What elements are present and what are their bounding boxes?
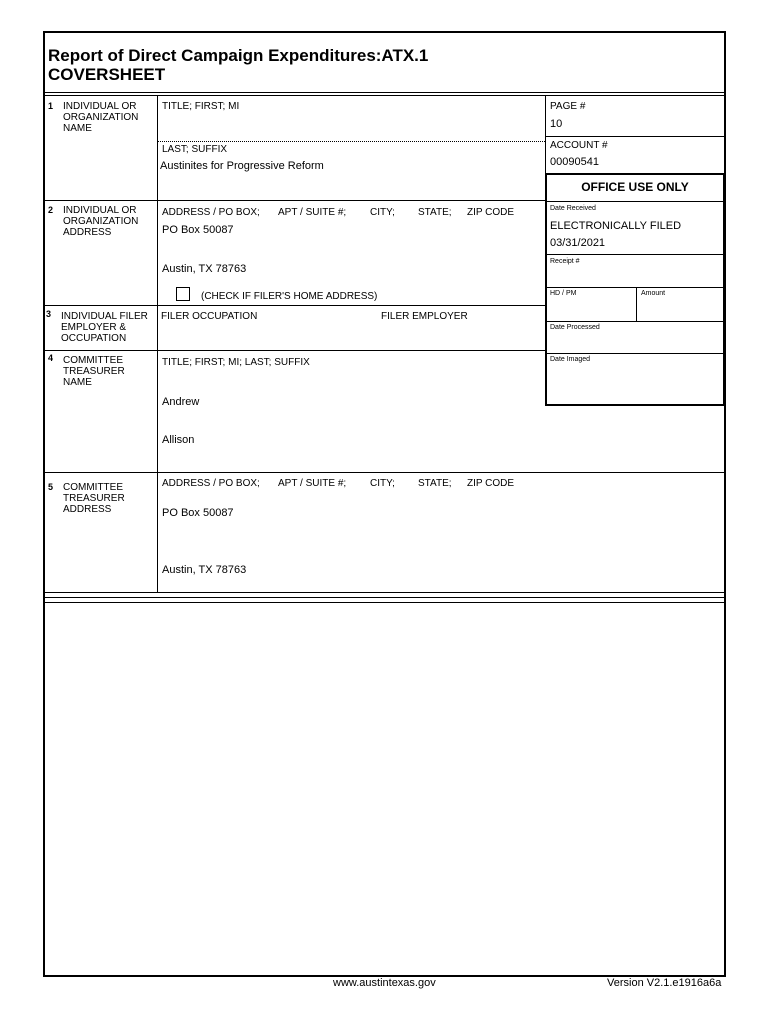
address-line2: Austin, TX 78763: [162, 263, 247, 275]
section3-divider: [43, 350, 545, 351]
date-received-label: Date Received: [550, 205, 596, 212]
treasurer-address-line1: PO Box 50087: [162, 507, 234, 519]
treasurer-last-name: Allison: [162, 434, 195, 446]
section4-label: COMMITTEE TREASURER NAME: [63, 355, 125, 388]
date-received-date: 03/31/2021: [550, 237, 606, 249]
state-label: STATE;: [418, 207, 452, 218]
name-divider: [158, 141, 545, 142]
section2-divider: [43, 305, 545, 306]
last-suffix-label: LAST; SUFFIX: [162, 144, 228, 155]
filer-occupation-label: FILER OCCUPATION: [161, 311, 258, 322]
date-imaged-label: Date Imaged: [550, 356, 591, 363]
treasurer-address-label: ADDRESS / PO BOX;: [162, 478, 260, 489]
receipt-label: Receipt #: [550, 258, 580, 265]
last-suffix-value: Austinites for Progressive Reform: [160, 160, 324, 172]
treasurer-zip-label: ZIP CODE: [467, 478, 515, 489]
office-title-divider: [546, 201, 724, 202]
office-use-title: OFFICE USE ONLY: [581, 180, 689, 194]
city-label: CITY;: [370, 207, 395, 218]
imaged-divider: [546, 353, 724, 354]
right-column-divider: [545, 96, 546, 174]
section3-label: INDIVIDUAL FILER EMPLOYER & OCCUPATION: [61, 311, 148, 344]
section2-number: 2: [48, 205, 54, 215]
section1-label: INDIVIDUAL OR ORGANIZATION NAME: [63, 101, 139, 134]
filer-employer-label: FILER EMPLOYER: [381, 311, 468, 322]
hdpm-amount-divider: [636, 287, 637, 321]
page-account-divider: [545, 136, 726, 137]
bottom-divider: [43, 592, 726, 593]
treasurer-city-label: CITY;: [370, 478, 395, 489]
bottom-divider-3: [43, 602, 726, 603]
section1-divider: [43, 200, 545, 201]
zip-label: ZIP CODE: [467, 207, 515, 218]
hdpm-divider: [546, 287, 724, 288]
form-title: [48, 46, 428, 84]
treasurer-name-label: TITLE; FIRST; MI; LAST; SUFFIX: [162, 357, 310, 368]
receipt-divider: [546, 254, 724, 255]
footer-website[interactable]: www.austintexas.gov: [333, 977, 436, 989]
title-divider: [43, 92, 726, 93]
section4-number: 4: [48, 353, 54, 363]
date-processed-label: Date Processed: [550, 324, 600, 331]
amount-label: Amount: [641, 290, 666, 297]
form-title-line1: Report of Direct Campaign Expenditures:ATX.1: [48, 46, 429, 65]
treasurer-apt-label: APT / SUITE #;: [278, 478, 347, 489]
section3-number: 3: [46, 309, 52, 319]
left-column-divider: [157, 96, 158, 592]
page-number-value: 10: [550, 118, 563, 130]
section4-divider: [43, 472, 726, 473]
home-address-checkbox[interactable]: [176, 287, 190, 301]
account-number-label: ACCOUNT #: [550, 140, 608, 151]
apt-label: APT / SUITE #;: [278, 207, 347, 218]
section5-label: COMMITTEE TREASURER ADDRESS: [63, 482, 125, 515]
treasurer-address-line2: Austin, TX 78763: [162, 564, 247, 576]
address-label: ADDRESS / PO BOX;: [162, 207, 260, 218]
title-divider-2: [43, 95, 726, 96]
home-address-check-label: (CHECK IF FILER'S HOME ADDRESS): [201, 291, 378, 302]
address-line1: PO Box 50087: [162, 224, 234, 236]
account-number-value: 00090541: [550, 156, 599, 168]
form-title-line2: COVERSHEET: [48, 65, 166, 84]
date-received-value: ELECTRONICALLY FILED: [550, 220, 682, 232]
section5-number: 5: [48, 482, 54, 492]
title-first-mi-label: TITLE; FIRST; MI: [162, 101, 240, 112]
section1-number: 1: [48, 101, 54, 111]
processed-divider: [546, 321, 724, 322]
treasurer-state-label: STATE;: [418, 478, 452, 489]
footer-version: Version V2.1.e1916a6a: [607, 977, 722, 989]
section2-label: INDIVIDUAL OR ORGANIZATION ADDRESS: [63, 205, 139, 238]
treasurer-first-name: Andrew: [162, 396, 200, 408]
hd-pm-label: HD / PM: [550, 290, 577, 297]
page-number-label: PAGE #: [550, 101, 586, 112]
bottom-divider-2: [43, 597, 726, 598]
